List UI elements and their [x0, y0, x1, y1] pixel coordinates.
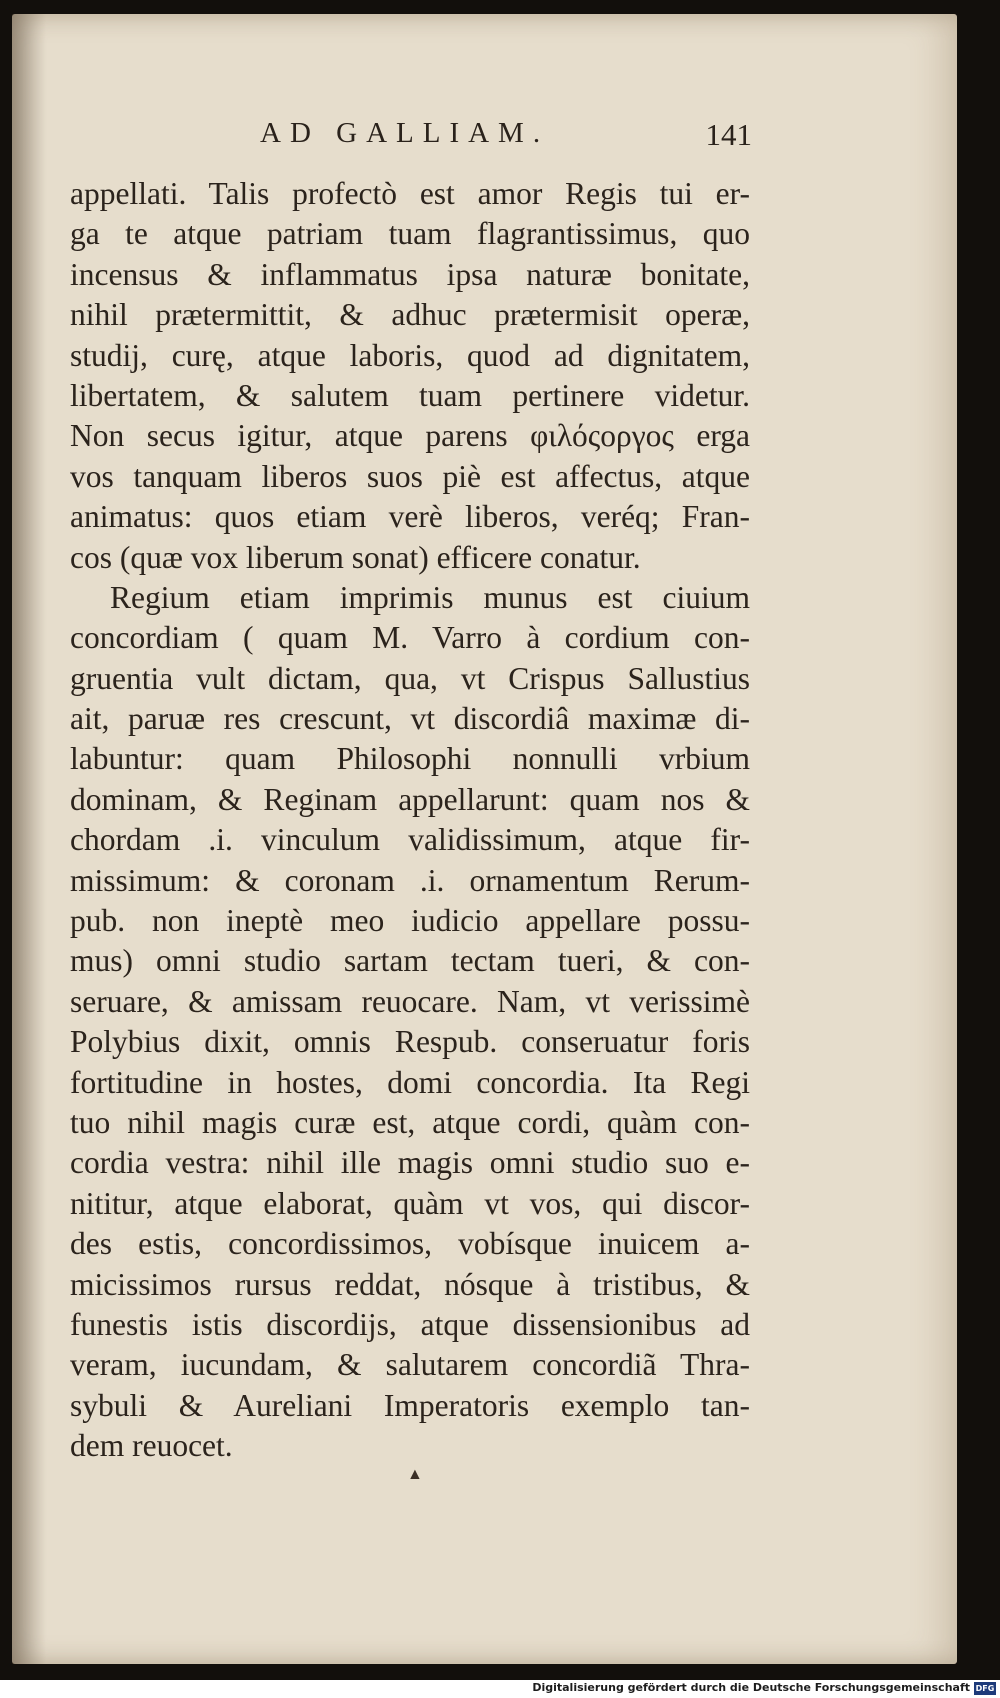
- text-line: chordam .i. vinculum validissimum, atque fir-: [70, 822, 750, 858]
- page-mark-glyph: ▲: [407, 1466, 423, 1483]
- text-line: veram, iucundam, & salutarem concordiã Thra-: [70, 1347, 750, 1383]
- text-line: dominam, & Reginam appellarunt: quam nos &: [70, 781, 750, 817]
- text-line: studij, curę, atque laboris, quod ad dignitatem,: [70, 337, 750, 373]
- text-line: incensus & inflammatus ipsa naturæ bonitate,: [70, 256, 750, 292]
- text-line: missimum: & coronam .i. ornamentum Rerum-: [70, 862, 750, 898]
- text-line: des estis, concordissimos, vobísque inuicem a-: [70, 1226, 750, 1262]
- text-line: Regium etiam imprimis munus est ciuium: [110, 579, 750, 615]
- text-line: pub. non ineptè meo iudicio appellare possu-: [70, 903, 750, 939]
- text-line: micissimos rursus reddat, nósque à tristibus, &: [70, 1266, 750, 1302]
- footer-credit: Digitalisierung gefördert durch die Deutsche Forschungsgemeinschaft: [532, 1681, 970, 1694]
- text-line: vos tanquam liberos suos piè est affectus, atque: [70, 458, 750, 494]
- text-line: appellati. Talis profectò est amor Regis tui er-: [70, 176, 750, 211]
- text-line: ga te atque patriam tuam flagrantissimus, quo: [70, 216, 750, 252]
- digitization-footer: [0, 1680, 1000, 1698]
- binding-shadow: [12, 14, 46, 1664]
- text-line: fortitudine in hostes, domi concordia. Ita Regi: [70, 1064, 750, 1100]
- text-line: ait, paruæ res crescunt, vt discordiâ maximæ di-: [70, 701, 750, 737]
- text-line: tuo nihil magis curæ est, atque cordi, quàm con-: [70, 1104, 750, 1140]
- dfg-logo-icon: DFG: [975, 1684, 995, 1693]
- text-line: nihil prætermittit, & adhuc prætermisit operæ,: [70, 297, 750, 333]
- book-page: [12, 14, 957, 1664]
- text-line: Non secus igitur, atque parens φιλόςοργος erga: [70, 418, 750, 454]
- text-line: nititur, atque elaborat, quàm vt vos, qui discor-: [70, 1185, 750, 1221]
- text-line: concordiam ( quam M. Varro à cordium con-: [70, 620, 750, 656]
- running-head: [70, 117, 752, 167]
- text-line: dem reuocet.: [70, 1428, 233, 1464]
- text-line: cos (quæ vox liberum sonat) efficere conatur.: [70, 539, 641, 575]
- text-line: funestis istis discordijs, atque dissensionibus ad: [70, 1306, 750, 1342]
- text-line: labuntur: quam Philosophi nonnulli vrbium: [70, 741, 750, 777]
- text-line: gruentia vult dictam, qua, vt Crispus Sallustius: [70, 660, 750, 696]
- running-title: AD GALLIAM.: [260, 117, 550, 149]
- text-line: mus) omni studio sartam tectam tueri, & con-: [70, 943, 750, 979]
- page-number: 141: [705, 117, 752, 152]
- text-line: Polybius dixit, omnis Respub. conseruatur foris: [70, 1024, 750, 1060]
- text-line: sybuli & Aureliani Imperatoris exemplo tan-: [70, 1387, 750, 1423]
- text-line: animatus: quos etiam verè liberos, veréq; Fran-: [70, 499, 750, 535]
- body-text: [70, 174, 750, 1467]
- text-line: libertatem, & salutem tuam pertinere videtur.: [70, 377, 750, 413]
- text-line: cordia vestra: nihil ille magis omni studio suo e-: [70, 1145, 750, 1181]
- text-line: seruare, & amissam reuocare. Nam, vt verissimè: [70, 983, 750, 1019]
